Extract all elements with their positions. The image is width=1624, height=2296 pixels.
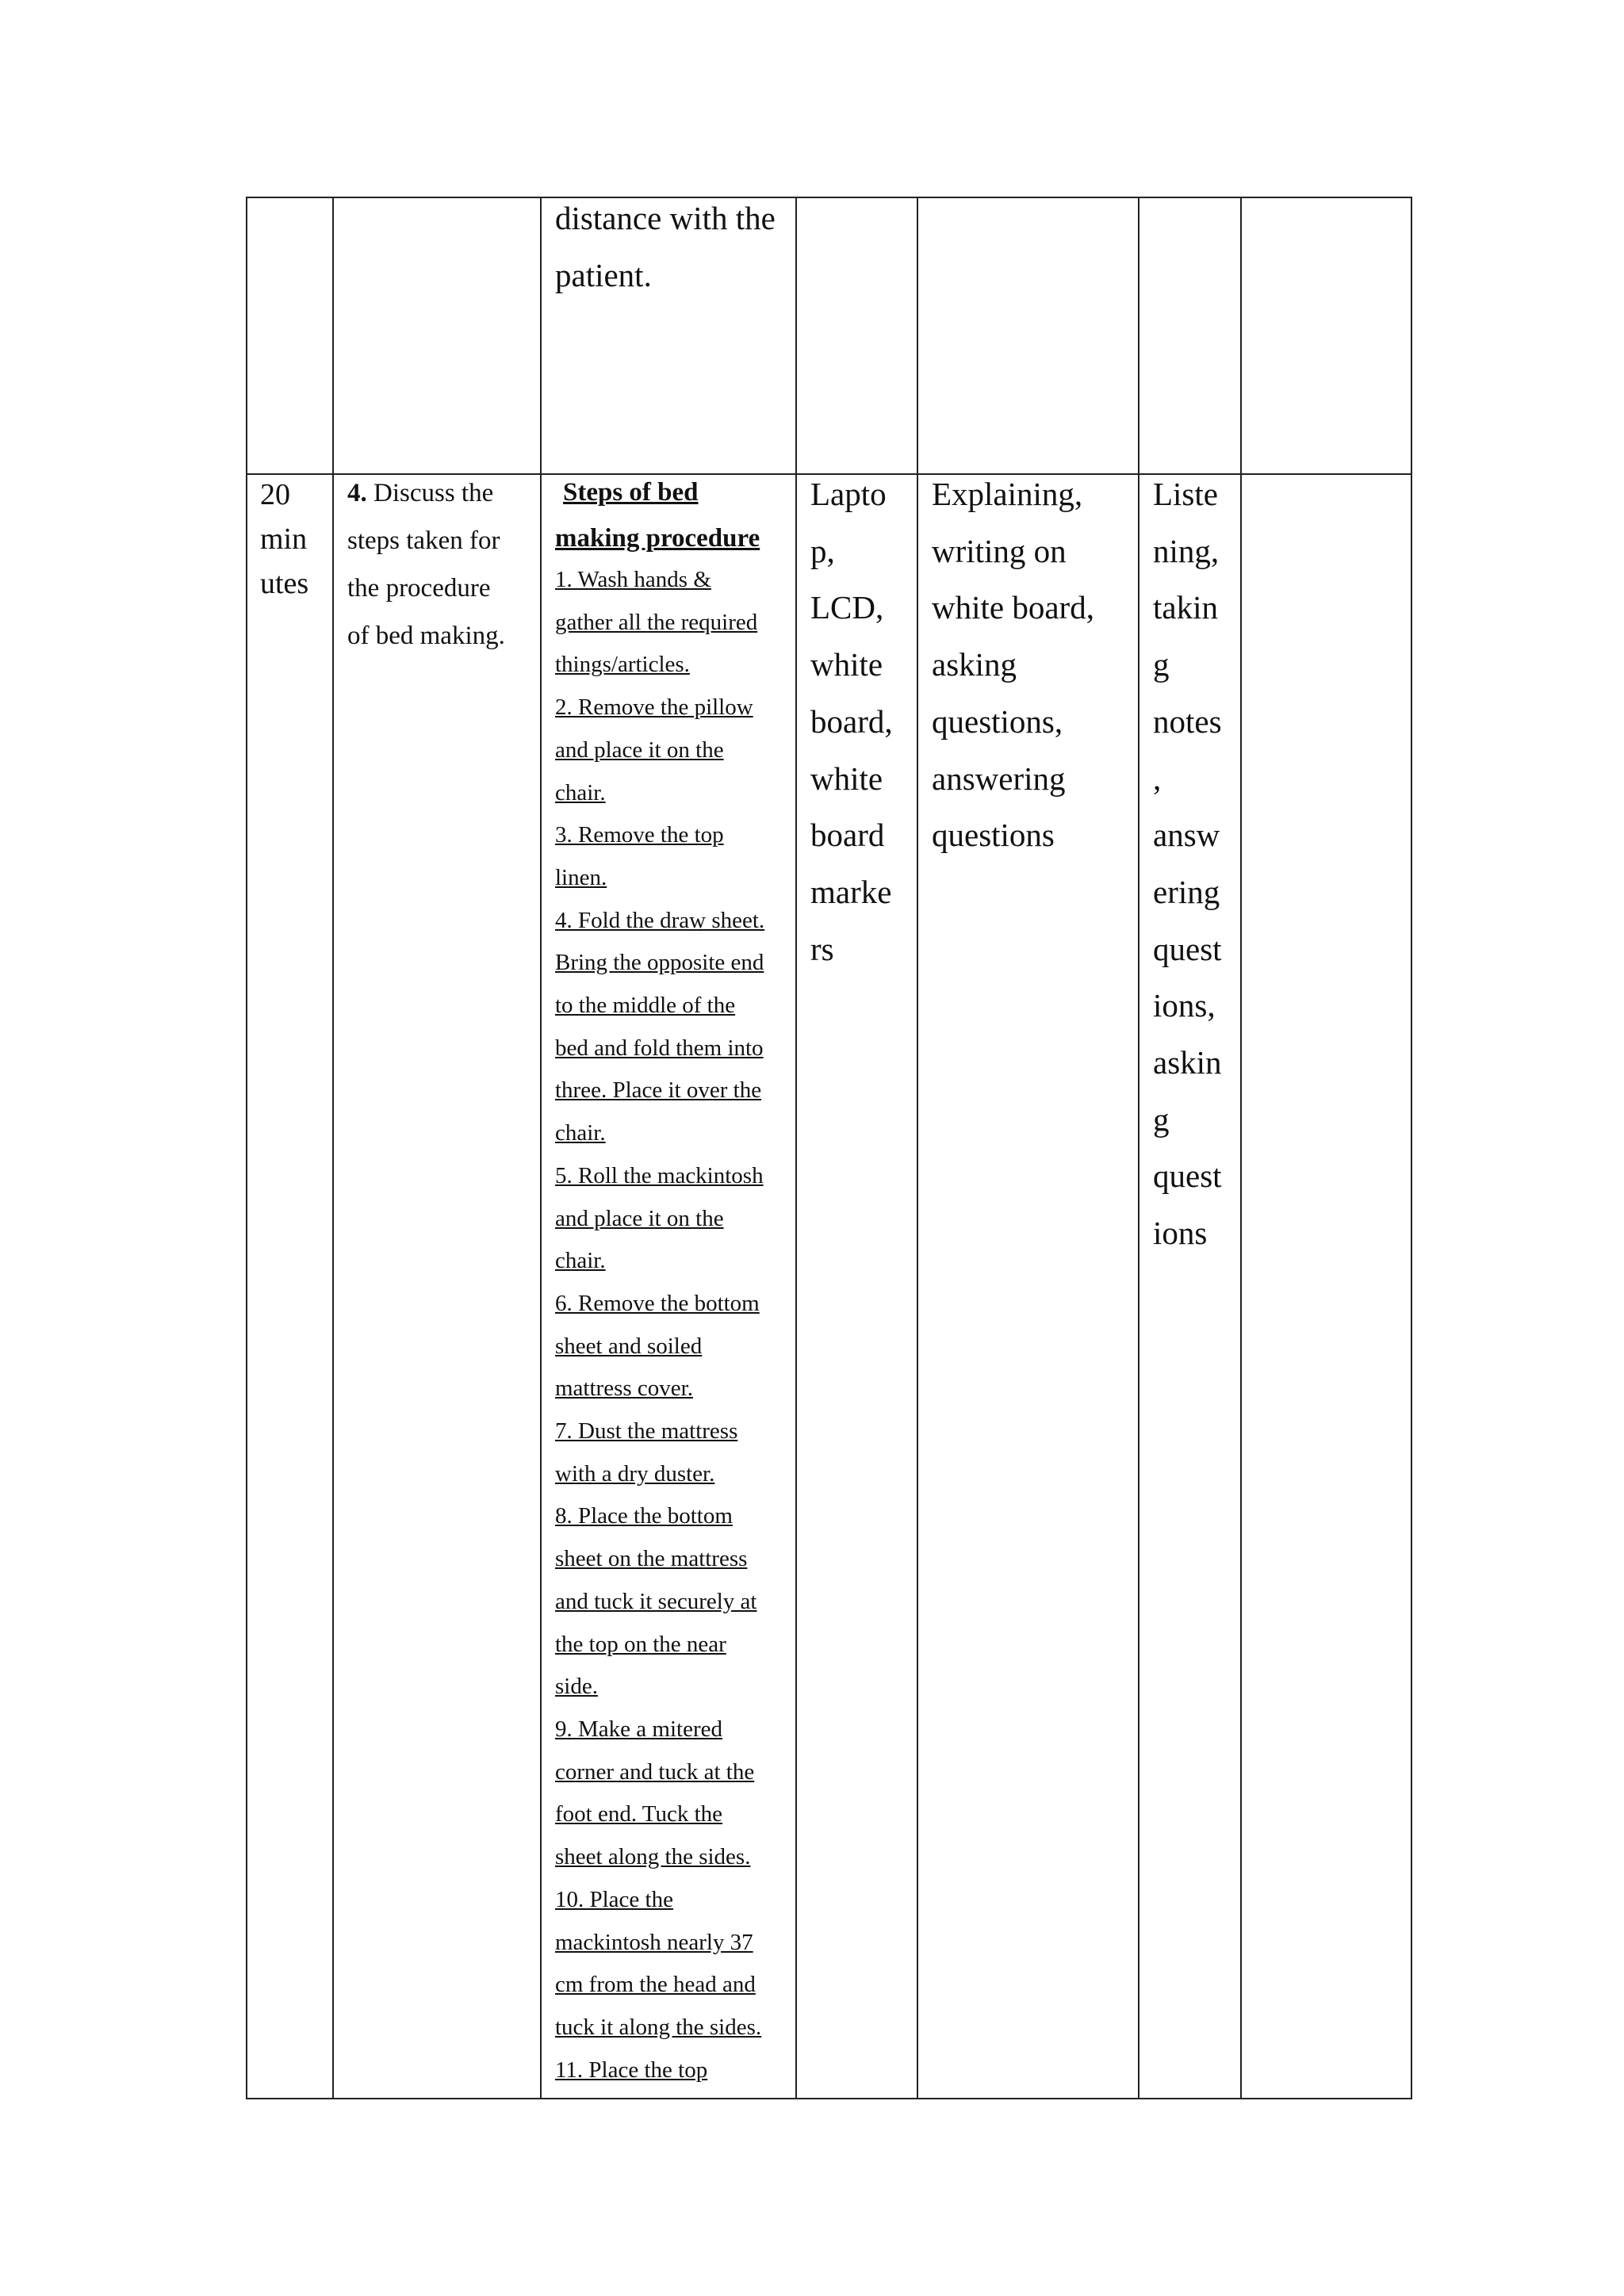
learning-activity-line: notes	[1153, 702, 1222, 740]
step-line: with a dry duster.	[555, 1460, 715, 1487]
av-aid-line: white	[810, 760, 883, 797]
av-aid-line: LCD,	[810, 589, 884, 626]
table-top-border	[246, 197, 1412, 198]
time-line: utes	[260, 567, 309, 600]
step-line: things/articles.	[555, 652, 690, 678]
column-border	[332, 197, 334, 2099]
teaching-method-line: writing on	[932, 532, 1067, 569]
av-aid-line: Lapto	[810, 476, 887, 512]
column-border	[1411, 197, 1412, 2099]
teaching-method-line: white board,	[932, 589, 1094, 626]
step-line: Bring the opposite end	[555, 950, 764, 976]
row1-content-cell	[555, 190, 776, 304]
step-line: 11. Place the top	[555, 2057, 708, 2083]
learning-activity-line: quest	[1153, 930, 1222, 967]
step-line: sheet and soiled	[555, 1333, 703, 1359]
objective-line	[347, 469, 505, 517]
teaching-method-line: questions	[932, 817, 1055, 854]
learning-activity-line: Liste	[1153, 476, 1218, 512]
step-line: sheet on the mattress	[555, 1546, 748, 1572]
teaching-method-cell	[932, 466, 1094, 864]
step-line: to the middle of the	[555, 993, 736, 1019]
av-aid-line: board	[810, 817, 885, 854]
step-line: and place it on the	[555, 737, 724, 763]
time-line: min	[260, 522, 308, 556]
teaching-method-line: asking	[932, 646, 1017, 683]
av-aid-line: rs	[810, 930, 834, 967]
content-heading: Steps of bed	[563, 478, 699, 507]
learning-activity-cell	[1153, 466, 1222, 1262]
learning-activity-line: ering	[1153, 873, 1220, 910]
column-border	[1138, 197, 1139, 2099]
step-line: chair.	[555, 779, 606, 806]
step-line: cm from the head and	[555, 1972, 756, 1998]
step-line: gather all the required	[555, 609, 758, 635]
learning-activity-line: answ	[1153, 817, 1220, 854]
step-line: 3. Remove the top	[555, 822, 724, 848]
learning-activity-line: takin	[1153, 589, 1218, 626]
objective-line: of bed making.	[347, 622, 505, 650]
step-line: 1. Wash hands &	[555, 567, 711, 592]
column-border	[246, 197, 247, 2099]
content-heading: making procedure	[555, 524, 760, 553]
learning-activity-line: ning,	[1153, 532, 1220, 569]
step-line: and tuck it securely at	[555, 1588, 757, 1614]
column-border	[795, 197, 797, 2099]
teaching-method-line: Explaining,	[932, 476, 1083, 512]
learning-activity-line: g	[1153, 1100, 1170, 1138]
objective-text: Discuss the	[366, 479, 494, 507]
learning-activity-line: ions,	[1153, 987, 1216, 1024]
teaching-method-line: questions,	[932, 702, 1063, 740]
step-line: side.	[555, 1674, 598, 1700]
content-line: distance with the	[555, 200, 776, 236]
step-line: 9. Make a mitered	[555, 1716, 722, 1742]
table-bottom-border	[246, 2098, 1412, 2099]
objective-cell	[347, 469, 505, 660]
step-line: 8. Place the bottom	[555, 1503, 733, 1529]
step-line: 7. Dust the mattress	[555, 1418, 738, 1445]
step-line: 2. Remove the pillow	[555, 695, 753, 721]
column-border	[540, 197, 542, 2099]
learning-activity-line: ,	[1153, 760, 1162, 797]
objective-number: 4.	[347, 479, 367, 507]
column-border	[917, 197, 918, 2099]
objective-line: steps taken for	[347, 526, 500, 555]
step-line: foot end. Tuck the	[555, 1801, 723, 1827]
step-line: mackintosh nearly 37	[555, 1929, 753, 1955]
av-aid-line: board,	[810, 702, 893, 740]
objective-line: the procedure	[347, 574, 491, 603]
learning-activity-line: quest	[1153, 1158, 1222, 1195]
step-line: three. Place it over the	[555, 1077, 762, 1104]
step-line: 6. Remove the bottom	[555, 1290, 760, 1316]
learning-activity-line: ions	[1153, 1215, 1208, 1252]
step-line: 4. Fold the draw sheet.	[555, 907, 765, 933]
step-line: mattress cover.	[555, 1376, 693, 1402]
step-line: bed and fold them into	[555, 1035, 764, 1061]
time-cell	[260, 473, 308, 606]
step-line: sheet along the sides.	[555, 1844, 751, 1870]
av-aid-line: white	[810, 646, 883, 683]
av-aid-line: marke	[810, 873, 892, 910]
time-line: 20	[260, 478, 290, 511]
content-steps	[555, 559, 764, 2091]
learning-activity-line: g	[1153, 646, 1170, 683]
column-border	[1240, 197, 1242, 2099]
learning-activity-line: askin	[1153, 1044, 1222, 1081]
step-line: linen.	[555, 864, 607, 890]
step-line: chair.	[555, 1248, 606, 1274]
content-cell	[555, 469, 764, 2091]
step-line: corner and tuck at the	[555, 1758, 755, 1785]
step-line: chair.	[555, 1120, 606, 1146]
step-line: tuck it along the sides.	[555, 2014, 762, 2040]
step-line: and place it on the	[555, 1205, 724, 1231]
av-aid-line: p,	[810, 532, 835, 569]
step-line: 10. Place the	[555, 1886, 673, 1912]
step-line: 5. Roll the mackintosh	[555, 1162, 764, 1188]
step-line: the top on the near	[555, 1631, 726, 1657]
content-line: patient.	[555, 256, 652, 293]
teaching-method-line: answering	[932, 760, 1066, 797]
av-aids-cell	[810, 466, 893, 978]
